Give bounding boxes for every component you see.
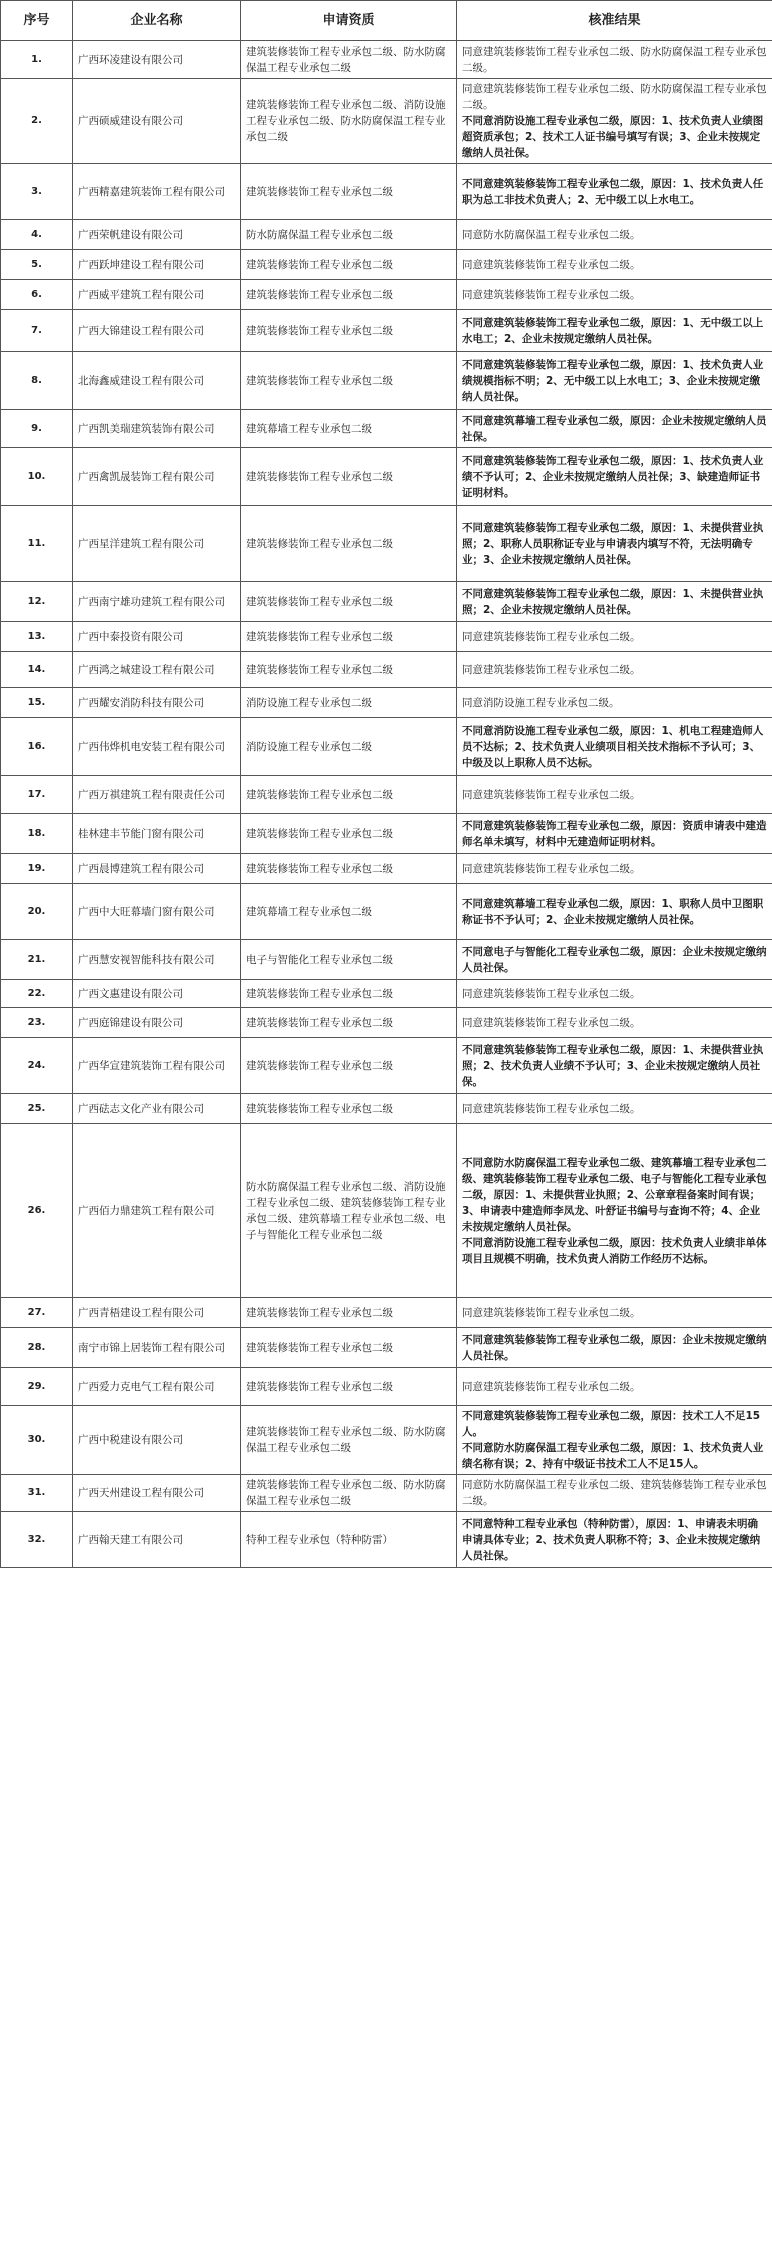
table-row	[1, 1328, 772, 1368]
result-approved-text: 同意建筑装修装饰工程专业承包二级。	[462, 1380, 641, 1393]
row-company-name: 广西星洋建筑工程有限公司	[73, 506, 241, 582]
result-rejected-text: 不同意建筑装修装饰工程专业承包二级，原因：1、技术负责人任职为总工非技术负责人；2、无中级工以上水电工。	[462, 177, 764, 206]
row-applied-qualification: 特种工程专业承包（特种防雷）	[241, 1512, 457, 1568]
row-applied-qualification: 建筑装修装饰工程专业承包二级	[241, 250, 457, 280]
result-approved-text: 同意建筑装修装饰工程专业承包二级。	[462, 788, 641, 801]
row-serial-number: 9.	[1, 410, 73, 448]
result-approved-text: 同意建筑装修装饰工程专业承包二级。	[462, 987, 641, 1000]
header-approval-result: 核准结果	[457, 1, 772, 41]
row-company-name: 广西翰天建工有限公司	[73, 1512, 241, 1568]
row-applied-qualification: 建筑装修装饰工程专业承包二级	[241, 854, 457, 884]
row-approval-result	[457, 1368, 772, 1406]
table-row	[1, 41, 772, 79]
row-applied-qualification: 建筑装修装饰工程专业承包二级、防水防腐保温工程专业承包二级	[241, 41, 457, 79]
row-company-name: 广西中税建设有限公司	[73, 1406, 241, 1475]
row-approval-result	[457, 582, 772, 622]
row-company-name: 广西鸿之城建设工程有限公司	[73, 652, 241, 688]
result-approved-text: 同意建筑装修装饰工程专业承包二级、防水防腐保温工程专业承包二级。	[462, 83, 767, 111]
row-approval-result	[457, 448, 772, 506]
table-header-row	[1, 1, 772, 41]
table-row	[1, 688, 772, 718]
row-company-name: 广西文惠建设有限公司	[73, 980, 241, 1008]
row-applied-qualification: 建筑幕墙工程专业承包二级	[241, 884, 457, 940]
row-company-name: 广西荣帆建设有限公司	[73, 220, 241, 250]
row-approval-result	[457, 814, 772, 854]
result-approved-text: 同意防水防腐保温工程专业承包二级、建筑装修装饰工程专业承包二级。	[462, 1479, 767, 1507]
result-rejected-text: 不同意消防设施工程专业承包二级，原因：技术负责人业绩非单体项目且规模不明确，技术负责人消防工作经历不达标。	[462, 1236, 767, 1265]
row-company-name: 广西佰力鼎建筑工程有限公司	[73, 1124, 241, 1298]
row-applied-qualification: 电子与智能化工程专业承包二级	[241, 940, 457, 980]
result-approved-text: 同意建筑装修装饰工程专业承包二级。	[462, 1102, 641, 1115]
result-approved-text: 同意消防设施工程专业承包二级。	[462, 696, 620, 709]
row-company-name: 广西天州建设工程有限公司	[73, 1475, 241, 1512]
table-row	[1, 448, 772, 506]
row-applied-qualification: 建筑幕墙工程专业承包二级	[241, 410, 457, 448]
row-applied-qualification: 建筑装修装饰工程专业承包二级、防水防腐保温工程专业承包二级	[241, 1406, 457, 1475]
row-approval-result	[457, 1124, 772, 1298]
result-rejected-text: 不同意建筑幕墙工程专业承包二级，原因：企业未按规定缴纳人员社保。	[462, 414, 767, 443]
row-company-name: 广西硕威建设有限公司	[73, 79, 241, 164]
row-company-name: 广西晨博建筑工程有限公司	[73, 854, 241, 884]
row-approval-result	[457, 79, 772, 164]
result-approved-text: 同意建筑装修装饰工程专业承包二级。	[462, 862, 641, 875]
result-approved-text: 同意建筑装修装饰工程专业承包二级。	[462, 1306, 641, 1319]
table-row	[1, 1298, 772, 1328]
table-row	[1, 940, 772, 980]
row-serial-number: 13.	[1, 622, 73, 652]
header-company-name: 企业名称	[73, 1, 241, 41]
row-approval-result	[457, 1094, 772, 1124]
table-row	[1, 310, 772, 352]
row-serial-number: 20.	[1, 884, 73, 940]
row-serial-number: 3.	[1, 164, 73, 220]
row-approval-result	[457, 410, 772, 448]
row-company-name: 广西凯美瑞建筑装饰有限公司	[73, 410, 241, 448]
row-applied-qualification: 建筑装修装饰工程专业承包二级、消防设施工程专业承包二级、防水防腐保温工程专业承包二级	[241, 79, 457, 164]
table-row	[1, 854, 772, 884]
row-applied-qualification: 防水防腐保温工程专业承包二级	[241, 220, 457, 250]
table-row	[1, 1038, 772, 1094]
row-approval-result	[457, 622, 772, 652]
row-approval-result	[457, 1512, 772, 1568]
table-row	[1, 814, 772, 854]
row-applied-qualification: 建筑装修装饰工程专业承包二级、防水防腐保温工程专业承包二级	[241, 1475, 457, 1512]
row-approval-result	[457, 688, 772, 718]
row-company-name: 广西大锦建设工程有限公司	[73, 310, 241, 352]
result-rejected-text: 不同意建筑装修装饰工程专业承包二级，原因：1、技术负责人业绩不予认可；2、企业未按规定缴纳人员社保；3、缺建造师证书证明材料。	[462, 454, 764, 499]
table-row	[1, 250, 772, 280]
table-body	[1, 41, 772, 1568]
row-company-name: 广西庭锦建设有限公司	[73, 1008, 241, 1038]
table-row	[1, 220, 772, 250]
row-approval-result	[457, 220, 772, 250]
result-approved-text: 同意建筑装修装饰工程专业承包二级。	[462, 288, 641, 301]
result-rejected-text: 不同意建筑装修装饰工程专业承包二级，原因：企业未按规定缴纳人员社保。	[462, 1333, 767, 1362]
result-rejected-text: 不同意建筑装修装饰工程专业承包二级，原因：1、未提供营业执照；2、职称人员职称证专业与申请表内填写不符，无法明确专业；3、企业未按规定缴纳人员社保。	[462, 521, 764, 566]
row-approval-result	[457, 1008, 772, 1038]
row-approval-result	[457, 980, 772, 1008]
row-serial-number: 28.	[1, 1328, 73, 1368]
row-serial-number: 16.	[1, 718, 73, 776]
row-serial-number: 25.	[1, 1094, 73, 1124]
row-serial-number: 22.	[1, 980, 73, 1008]
result-rejected-text: 不同意建筑装修装饰工程专业承包二级，原因：1、无中级工以上水电工；2、企业未按规定缴纳人员社保。	[462, 316, 764, 345]
row-applied-qualification: 防水防腐保温工程专业承包二级、消防设施工程专业承包二级、建筑装修装饰工程专业承包二级、建筑幕墙工程专业承包二级、电子与智能化工程专业承包二级	[241, 1124, 457, 1298]
row-serial-number: 17.	[1, 776, 73, 814]
row-serial-number: 30.	[1, 1406, 73, 1475]
row-serial-number: 8.	[1, 352, 73, 410]
row-serial-number: 21.	[1, 940, 73, 980]
row-serial-number: 18.	[1, 814, 73, 854]
row-serial-number: 7.	[1, 310, 73, 352]
row-approval-result	[457, 718, 772, 776]
row-approval-result	[457, 940, 772, 980]
table-row	[1, 776, 772, 814]
row-applied-qualification: 建筑装修装饰工程专业承包二级	[241, 448, 457, 506]
row-applied-qualification: 建筑装修装饰工程专业承包二级	[241, 622, 457, 652]
row-serial-number: 12.	[1, 582, 73, 622]
row-applied-qualification: 消防设施工程专业承包二级	[241, 688, 457, 718]
row-serial-number: 31.	[1, 1475, 73, 1512]
row-approval-result	[457, 280, 772, 310]
table-row	[1, 718, 772, 776]
row-approval-result	[457, 1038, 772, 1094]
row-company-name: 广西中大旺幕墙门窗有限公司	[73, 884, 241, 940]
row-serial-number: 19.	[1, 854, 73, 884]
row-company-name: 广西爱力克电气工程有限公司	[73, 1368, 241, 1406]
row-approval-result	[457, 352, 772, 410]
table-row	[1, 884, 772, 940]
table-row	[1, 980, 772, 1008]
row-serial-number: 6.	[1, 280, 73, 310]
table-row	[1, 164, 772, 220]
row-applied-qualification: 建筑装修装饰工程专业承包二级	[241, 310, 457, 352]
result-rejected-text: 不同意防水防腐保温工程专业承包二级，原因：1、技术负责人业绩名称有误；2、持有中级证书技术工人不足15人。	[462, 1442, 764, 1470]
table-row	[1, 582, 772, 622]
result-rejected-text: 不同意建筑装修装饰工程专业承包二级，原因：1、未提供营业执照；2、企业未按规定缴纳人员社保。	[462, 587, 764, 616]
row-applied-qualification: 建筑装修装饰工程专业承包二级	[241, 1298, 457, 1328]
row-approval-result	[457, 776, 772, 814]
table-row	[1, 410, 772, 448]
row-serial-number: 23.	[1, 1008, 73, 1038]
row-applied-qualification: 消防设施工程专业承包二级	[241, 718, 457, 776]
table-row	[1, 280, 772, 310]
row-company-name: 广西中泰投资有限公司	[73, 622, 241, 652]
row-applied-qualification: 建筑装修装饰工程专业承包二级	[241, 980, 457, 1008]
row-serial-number: 5.	[1, 250, 73, 280]
row-applied-qualification: 建筑装修装饰工程专业承包二级	[241, 652, 457, 688]
row-approval-result	[457, 1406, 772, 1475]
row-serial-number: 32.	[1, 1512, 73, 1568]
table-row	[1, 79, 772, 164]
row-serial-number: 29.	[1, 1368, 73, 1406]
row-applied-qualification: 建筑装修装饰工程专业承包二级	[241, 814, 457, 854]
result-approved-text: 同意建筑装修装饰工程专业承包二级。	[462, 258, 641, 271]
row-applied-qualification: 建筑装修装饰工程专业承包二级	[241, 582, 457, 622]
row-applied-qualification: 建筑装修装饰工程专业承包二级	[241, 1328, 457, 1368]
row-company-name: 广西精嘉建筑装饰工程有限公司	[73, 164, 241, 220]
row-applied-qualification: 建筑装修装饰工程专业承包二级	[241, 1038, 457, 1094]
row-approval-result	[457, 250, 772, 280]
header-serial-number: 序号	[1, 1, 73, 41]
table-row	[1, 652, 772, 688]
result-rejected-text: 不同意建筑装修装饰工程专业承包二级，原因：技术工人不足15人。	[462, 1410, 761, 1438]
table-row	[1, 1368, 772, 1406]
table-row	[1, 1094, 772, 1124]
table-row	[1, 1008, 772, 1038]
row-serial-number: 2.	[1, 79, 73, 164]
header-applied-qualification: 申请资质	[241, 1, 457, 41]
table-row	[1, 352, 772, 410]
row-company-name: 广西禽凯晟装饰工程有限公司	[73, 448, 241, 506]
row-company-name: 广西伟烨机电安装工程有限公司	[73, 718, 241, 776]
row-approval-result	[457, 652, 772, 688]
table-row	[1, 622, 772, 652]
row-company-name: 广西青梧建设工程有限公司	[73, 1298, 241, 1328]
row-company-name: 广西砝志文化产业有限公司	[73, 1094, 241, 1124]
row-applied-qualification: 建筑装修装饰工程专业承包二级	[241, 1008, 457, 1038]
table-row	[1, 506, 772, 582]
row-serial-number: 26.	[1, 1124, 73, 1298]
result-approved-text: 同意建筑装修装饰工程专业承包二级。	[462, 630, 641, 643]
table-row	[1, 1406, 772, 1475]
row-serial-number: 15.	[1, 688, 73, 718]
table-row	[1, 1512, 772, 1568]
row-serial-number: 1.	[1, 41, 73, 79]
result-approved-text: 同意建筑装修装饰工程专业承包二级。	[462, 663, 641, 676]
row-company-name: 广西威平建筑工程有限公司	[73, 280, 241, 310]
row-applied-qualification: 建筑装修装饰工程专业承包二级	[241, 506, 457, 582]
table-row	[1, 1475, 772, 1512]
row-company-name: 广西万祺建筑工程有限责任公司	[73, 776, 241, 814]
row-company-name: 广西跃坤建设工程有限公司	[73, 250, 241, 280]
row-applied-qualification: 建筑装修装饰工程专业承包二级	[241, 1368, 457, 1406]
result-rejected-text: 不同意消防设施工程专业承包二级，原因：1、技术负责人业绩图超资质承包；2、技术工人证书编号填写有误；3、企业未按规定缴纳人员社保。	[462, 115, 764, 159]
row-company-name: 广西南宁雄功建筑工程有限公司	[73, 582, 241, 622]
result-rejected-text: 不同意消防设施工程专业承包二级，原因：1、机电工程建造师人员不达标；2、技术负责人业绩项目相关技术指标不予认可；3、中级及以上职称人员不达标。	[462, 724, 764, 769]
result-approved-text: 同意建筑装修装饰工程专业承包二级、防水防腐保温工程专业承包二级。	[462, 45, 767, 74]
result-approved-text: 同意建筑装修装饰工程专业承包二级。	[462, 1016, 641, 1029]
row-serial-number: 24.	[1, 1038, 73, 1094]
row-applied-qualification: 建筑装修装饰工程专业承包二级	[241, 776, 457, 814]
row-approval-result	[457, 1475, 772, 1512]
result-rejected-text: 不同意建筑装修装饰工程专业承包二级，原因：资质申请表中建造师名单未填写，材料中无建造师证明材料。	[462, 819, 767, 848]
row-applied-qualification: 建筑装修装饰工程专业承包二级	[241, 280, 457, 310]
row-serial-number: 10.	[1, 448, 73, 506]
row-applied-qualification: 建筑装修装饰工程专业承包二级	[241, 164, 457, 220]
result-rejected-text: 不同意建筑装修装饰工程专业承包二级，原因：1、未提供营业执照；2、技术负责人业绩不予认可；3、企业未按规定缴纳人员社保。	[462, 1043, 764, 1088]
row-approval-result	[457, 41, 772, 79]
result-rejected-text: 不同意特种工程专业承包（特种防雷），原因：1、申请表未明确申请具体专业；2、技术负责人职称不符；3、企业未按规定缴纳人员社保。	[462, 1517, 761, 1562]
row-approval-result	[457, 310, 772, 352]
row-company-name: 桂林建丰节能门窗有限公司	[73, 814, 241, 854]
row-approval-result	[457, 854, 772, 884]
result-rejected-text: 不同意建筑装修装饰工程专业承包二级，原因：1、技术负责人业绩规模指标不明；2、无中级工以上水电工；3、企业未按规定缴纳人员社保。	[462, 358, 764, 403]
result-rejected-text: 不同意电子与智能化工程专业承包二级，原因：企业未按规定缴纳人员社保。	[462, 945, 767, 974]
row-approval-result	[457, 1298, 772, 1328]
row-company-name: 北海鑫威建设工程有限公司	[73, 352, 241, 410]
row-serial-number: 11.	[1, 506, 73, 582]
row-serial-number: 14.	[1, 652, 73, 688]
row-serial-number: 4.	[1, 220, 73, 250]
row-applied-qualification: 建筑装修装饰工程专业承包二级	[241, 352, 457, 410]
row-company-name: 广西慧安视智能科技有限公司	[73, 940, 241, 980]
row-company-name: 广西华宣建筑装饰工程有限公司	[73, 1038, 241, 1094]
result-approved-text: 同意防水防腐保温工程专业承包二级。	[462, 228, 641, 241]
result-rejected-text: 不同意防水防腐保温工程专业承包二级、建筑幕墙工程专业承包二级、建筑装修装饰工程专业承包二级、电子与智能化工程专业承包二级，原因：1、未提供营业执照；2、公章章程备案时间有误；3、申请表中建造师李凤龙、叶舒证书编号与查询不符；4、企业未按规定缴纳人员社保。	[462, 1156, 767, 1233]
result-rejected-text: 不同意建筑幕墙工程专业承包二级，原因：1、职称人员中卫图职称证书不予认可；2、企业未按规定缴纳人员社保。	[462, 897, 764, 926]
row-serial-number: 27.	[1, 1298, 73, 1328]
row-approval-result	[457, 1328, 772, 1368]
row-company-name: 广西耀安消防科技有限公司	[73, 688, 241, 718]
row-applied-qualification: 建筑装修装饰工程专业承包二级	[241, 1094, 457, 1124]
row-approval-result	[457, 884, 772, 940]
table-row	[1, 1124, 772, 1298]
row-company-name: 南宁市锦上居装饰工程有限公司	[73, 1328, 241, 1368]
row-approval-result	[457, 164, 772, 220]
row-approval-result	[457, 506, 772, 582]
row-company-name: 广西环凌建设有限公司	[73, 41, 241, 79]
